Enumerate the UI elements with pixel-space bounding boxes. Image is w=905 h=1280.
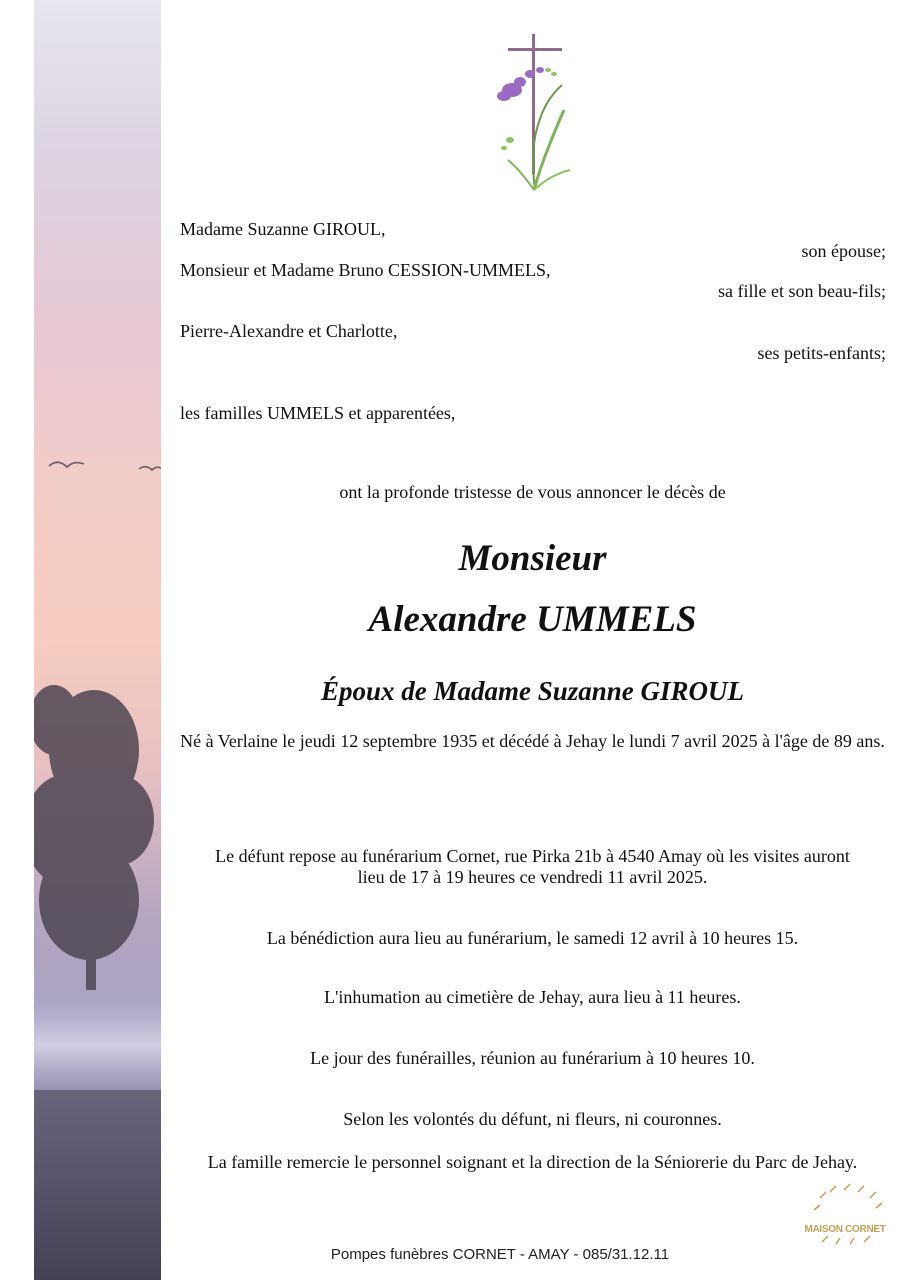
family-name-spouse: Madame Suzanne GIROUL, [180, 219, 386, 239]
birth-death-text: Né à Verlaine le jeudi 12 septembre 1935 et décédé à Jehay le lundi 7 avril 2025 à l'âge de 89 ans. [180, 731, 885, 751]
deceased-name: Alexandre UMMELS [368, 599, 697, 640]
spouse-line: Époux de Madame Suzanne GIROUL [320, 676, 745, 706]
maison-cornet-logo-icon [800, 1178, 890, 1248]
announcement-text: ont la profonde tristesse de vous annoncer le décès de [339, 482, 726, 502]
family-name-relatives: les familles UMMELS et apparentées, [180, 403, 456, 423]
volontes-text: Selon les volontés du défunt, ni fleurs, ni couronnes. [343, 1109, 722, 1129]
repose-text: Le défunt repose au funérarium Cornet, rue Pirka 21b à 4540 Amay où les visites auront lieu de 17 à 19 heures ce vendredi 11 avril 2025. [215, 846, 850, 887]
benediction-text: La bénédiction aura lieu au funérarium, le samedi 12 avril à 10 heures 15. [266, 928, 799, 948]
logo-text: MAISON CORNET [804, 1224, 886, 1235]
funerailles-text: Le jour des funérailles, réunion au funérarium à 10 heures 10. [310, 1048, 755, 1068]
family-relation-daughter: sa fille et son beau-fils; [718, 281, 886, 301]
family-name-grandchildren: Pierre-Alexandre et Charlotte, [180, 321, 398, 341]
deceased-title: Monsieur [458, 538, 607, 579]
inhumation-text: L'inhumation au cimetière de Jehay, aura lieu à 11 heures. [324, 987, 741, 1007]
remerciements-text: La famille remercie le personnel soignant et la direction de la Séniorerie du Parc de Jehay. [207, 1152, 858, 1172]
family-relation-grandchildren: ses petits-enfants; [757, 343, 886, 363]
cross-flower-icon [490, 30, 580, 200]
family-name-daughter: Monsieur et Madame Bruno CESSION-UMMELS, [180, 260, 551, 280]
family-relation-spouse: son épouse; [801, 241, 886, 261]
footer-contact: Pompes funèbres CORNET - AMAY - 085/31.12.11 [330, 1246, 670, 1263]
side-banner-image [34, 0, 161, 1280]
